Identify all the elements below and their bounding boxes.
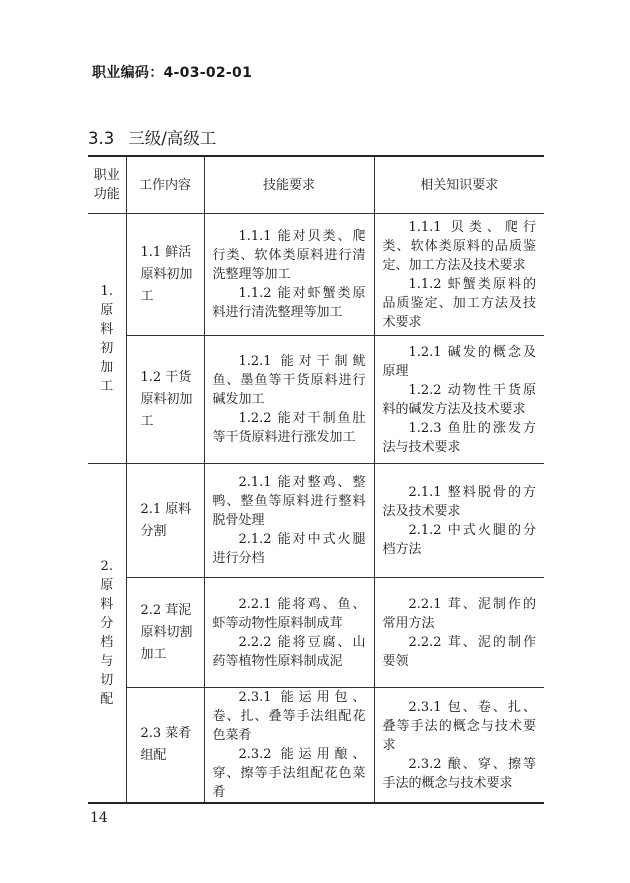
knowledge-cell: 2.2.1 茸、泥制作的常用方法 2.2.2 茸、泥的制作要领 [374,578,544,688]
occupation-code: 职业编码：4-03-02-01 [92,65,253,81]
knowledge-cell: 2.1.1 整料脱骨的方法及技术要求 2.1.2 中式火腿的分档方法 [374,464,544,578]
work-content-cell: 1.1 鲜活原料初加工 [126,214,204,336]
table-header-row [88,156,544,214]
section-title-text: 三级/高级工 [128,129,217,148]
section-number: 3.3 [88,129,115,148]
header-knowledge-requirements: 相关知识要求 [374,156,544,214]
section-heading [88,125,216,149]
work-content-cell: 2.3 菜肴组配 [126,688,204,804]
page-number: 14 [90,810,108,826]
table-row [88,336,544,464]
knowledge-cell: 2.3.1 包、卷、扎、叠等手法的概念与技术要求 2.3.2 酿、穿、擦等手法的概念与技术要求 [374,688,544,804]
table-row [88,214,544,336]
function-cell-1: 1.原料初加工 [88,214,126,464]
header-skill-requirements: 技能要求 [204,156,374,214]
table-row [88,688,544,804]
skill-cell: 2.3.1 能运用包、卷、扎、叠等手法组配花色菜肴 2.3.2 能运用酿、穿、擦等手法组配花色菜肴 [204,688,374,804]
work-content-cell: 1.2 干货原料初加工 [126,336,204,464]
work-content-cell: 2.2 茸泥原料切割加工 [126,578,204,688]
table-row [88,578,544,688]
skill-cell: 1.2.1 能对干制鱿鱼、墨鱼等干货原料进行碱发加工 1.2.2 能对干制鱼肚等干货原料进行涨发加工 [204,336,374,464]
knowledge-cell: 1.2.1 碱发的概念及原理 1.2.2 动物性干货原料的碱发方法及技术要求 1.2.3 鱼肚的涨发方法与技术要求 [374,336,544,464]
header-function: 职业功能 [88,156,126,214]
skill-cell: 2.1.1 能对整鸡、整鸭、整鱼等原料进行整料脱骨处理 2.1.2 能对中式火腿进行分档 [204,464,374,578]
skill-cell: 1.1.1 能对贝类、爬行类、软体类原料进行清洗整理等加工 1.1.2 能对虾蟹类原料进行清洗整理等加工 [204,214,374,336]
skill-standard-table [88,155,544,804]
table-row [88,464,544,578]
knowledge-cell: 1.1.1 贝类、爬行类、软体类原料的品质鉴定、加工方法及技术要求 1.1.2 虾蟹类原料的品质鉴定、加工方法及技术要求 [374,214,544,336]
header-work-content: 工作内容 [126,156,204,214]
work-content-cell: 2.1 原料分割 [126,464,204,578]
function-cell-2: 2.原料分档与切配 [88,464,126,804]
skill-cell: 2.2.1 能将鸡、鱼、虾等动物性原料制成茸 2.2.2 能将豆腐、山药等植物性原料制成泥 [204,578,374,688]
